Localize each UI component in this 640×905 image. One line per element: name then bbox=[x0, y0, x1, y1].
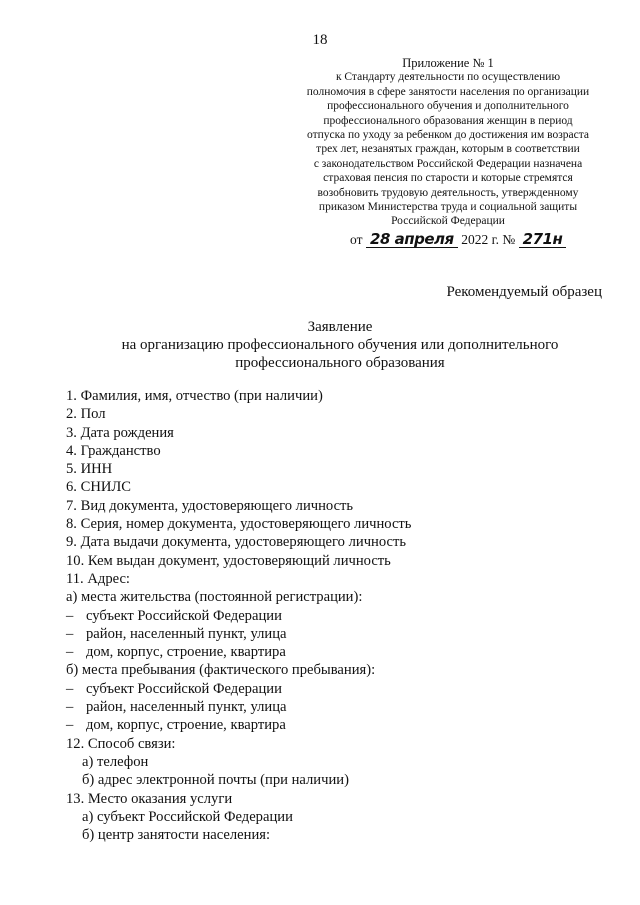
recommended-sample-label: Рекомендуемый образец bbox=[446, 284, 602, 300]
order-reference bbox=[350, 232, 566, 248]
field-id-doc-type: 7. Вид документа, удостоверяющего личность bbox=[66, 497, 354, 514]
field-contact-method: 12. Способ связи: bbox=[66, 735, 176, 752]
field-id-doc-issuer: 10. Кем выдан документ, удостоверяющий личность bbox=[66, 552, 391, 569]
statement-subtitle: на организацию профессионального обучения или дополнительного bbox=[121, 337, 559, 353]
handwritten-order-number: 271н bbox=[519, 232, 567, 248]
appendix-line: трех лет, незанятых граждан, которым в соответствии bbox=[316, 143, 580, 156]
handwritten-date: 28 апреля bbox=[366, 232, 458, 248]
statement-subtitle: профессионального образования bbox=[235, 355, 445, 371]
appendix-line: профессионального образования женщин в период bbox=[323, 114, 573, 127]
field-id-doc-issue-date: 9. Дата выдачи документа, удостоверяющего личность bbox=[66, 534, 407, 551]
field-snils: 6. СНИЛС bbox=[66, 479, 132, 496]
statement-title: Заявление bbox=[307, 319, 373, 335]
appendix-title: Приложение № 1 bbox=[402, 56, 494, 70]
statement-heading bbox=[80, 318, 600, 372]
appendix-line: приказом Министерства труда и социальной защиты bbox=[318, 201, 578, 214]
appendix-line: возобновить трудовую деятельность, утвержденному bbox=[317, 186, 579, 199]
appendix-line: Российской Федерации bbox=[391, 215, 505, 228]
field-birth-date: 3. Дата рождения bbox=[66, 424, 174, 441]
field-sex: 2. Пол bbox=[66, 406, 106, 423]
form-fields-list bbox=[66, 387, 606, 844]
appendix-header bbox=[288, 56, 608, 229]
list-item: – субъект Российской Федерации bbox=[66, 680, 606, 698]
appendix-line: полномочия в сфере занятости населения по организации bbox=[306, 85, 590, 98]
list-item: а) субъект Российской Федерации bbox=[82, 808, 293, 825]
field-id-doc-number: 8. Серия, номер документа, удостоверяющего личность bbox=[66, 516, 412, 533]
list-item: – дом, корпус, строение, квартира bbox=[66, 643, 606, 661]
list-item: – дом, корпус, строение, квартира bbox=[66, 716, 606, 734]
appendix-line: с законодательством Российской Федерации назначена bbox=[313, 157, 583, 170]
list-item: – субъект Российской Федерации bbox=[66, 607, 606, 625]
appendix-line: страховая пенсия по старости и которые стремятся bbox=[323, 172, 573, 185]
appendix-line: к Стандарту деятельности по осуществлению bbox=[335, 71, 561, 84]
list-item: а) телефон bbox=[82, 753, 149, 770]
field-address-residence: а) места жительства (постоянной регистрации): bbox=[66, 589, 363, 606]
order-prefix: от bbox=[350, 232, 363, 247]
field-full-name: 1. Фамилия, имя, отчество (при наличии) bbox=[66, 388, 323, 404]
field-address-stay: б) места пребывания (фактического пребывания): bbox=[66, 662, 376, 679]
page-number: 18 bbox=[312, 32, 328, 48]
list-item: б) центр занятости населения: bbox=[82, 827, 271, 844]
field-address: 11. Адрес: bbox=[66, 570, 130, 587]
field-inn: 5. ИНН bbox=[66, 461, 113, 478]
list-item: – район, населенный пункт, улица bbox=[66, 698, 606, 716]
appendix-line: профессионального обучения и дополнительного bbox=[327, 100, 569, 113]
order-year: 2022 г. № bbox=[461, 232, 516, 247]
field-citizenship: 4. Гражданство bbox=[66, 442, 161, 459]
list-item: б) адрес электронной почты (при наличии) bbox=[82, 772, 349, 789]
list-item: – район, населенный пункт, улица bbox=[66, 625, 606, 643]
field-service-location: 13. Место оказания услуги bbox=[66, 790, 233, 807]
appendix-line: отпуска по уходу за ребенком до достижения им возраста bbox=[307, 129, 589, 142]
